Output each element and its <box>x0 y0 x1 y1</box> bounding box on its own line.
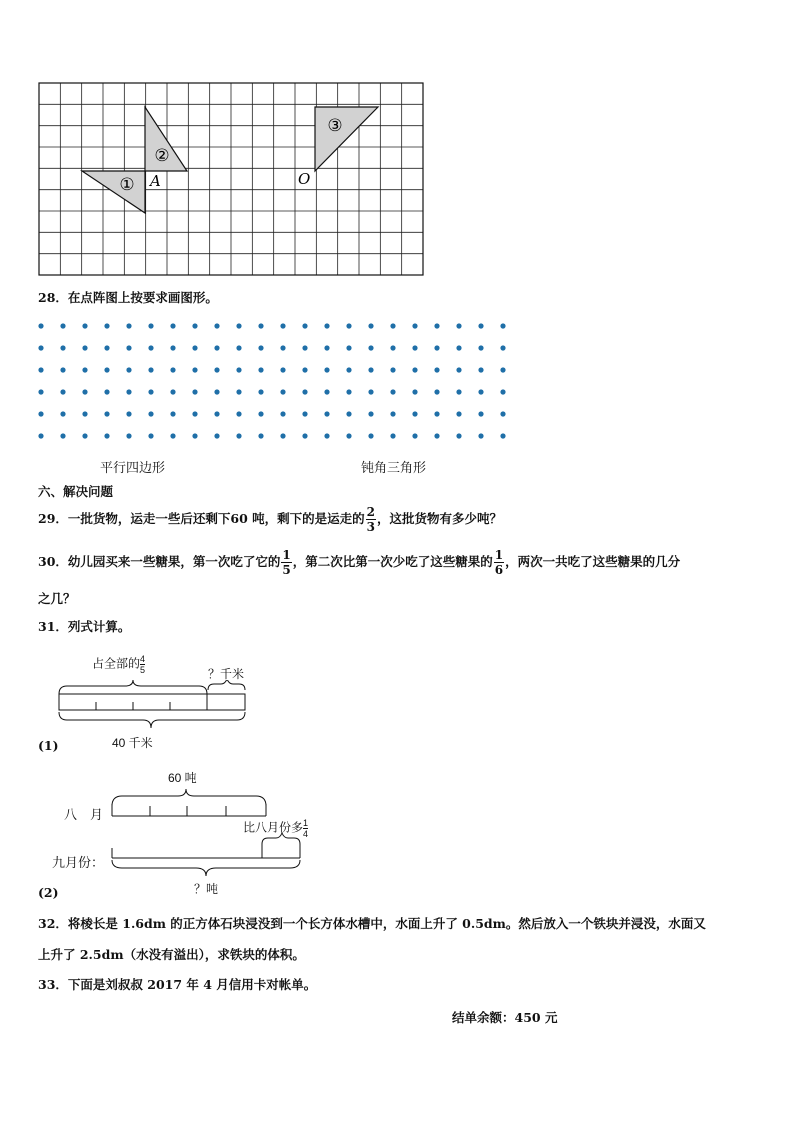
dot <box>346 411 351 416</box>
triangle-3-label: ③ <box>327 116 343 136</box>
dot <box>478 323 483 328</box>
dot <box>302 411 307 416</box>
grid-figure <box>36 80 428 280</box>
dot <box>258 411 263 416</box>
dot <box>390 433 395 438</box>
dot <box>456 367 461 372</box>
dot <box>104 433 109 438</box>
q31-1-top-brace <box>59 680 207 694</box>
dot <box>412 367 417 372</box>
dot <box>456 345 461 350</box>
q29-fraction <box>366 505 376 534</box>
dot <box>170 389 175 394</box>
dot <box>434 367 439 372</box>
dot <box>324 411 329 416</box>
dot <box>346 345 351 350</box>
dot-grid-dots <box>38 323 505 438</box>
dot <box>258 323 263 328</box>
dot <box>434 411 439 416</box>
q31-1-top-label <box>92 654 145 675</box>
dot <box>280 389 285 394</box>
dot <box>456 411 461 416</box>
q30-fraction-1 <box>281 548 291 577</box>
q31-2-frac-num: 1 <box>303 818 309 828</box>
dot <box>390 323 395 328</box>
dot <box>214 389 219 394</box>
dot <box>192 323 197 328</box>
dot <box>60 411 65 416</box>
dot <box>302 345 307 350</box>
dot <box>346 367 351 372</box>
q29-text-after: ，这批货物有多少吨？ <box>377 511 503 526</box>
q31-1-index: (1) <box>38 738 59 753</box>
dot <box>104 345 109 350</box>
dot <box>170 367 175 372</box>
dot <box>500 323 505 328</box>
dot <box>104 323 109 328</box>
dot <box>412 433 417 438</box>
dot <box>368 345 373 350</box>
q31-2-bottom-brace <box>112 860 300 876</box>
dot <box>478 433 483 438</box>
dot <box>412 389 417 394</box>
dot <box>280 345 285 350</box>
q30-line2: 之几？ <box>38 591 76 606</box>
dot <box>38 345 43 350</box>
dot <box>324 389 329 394</box>
q31-1-diagram <box>55 680 255 732</box>
dot <box>170 345 175 350</box>
dot <box>478 411 483 416</box>
dot <box>82 323 87 328</box>
dot <box>434 323 439 328</box>
dot <box>500 345 505 350</box>
dot <box>214 433 219 438</box>
dot <box>82 345 87 350</box>
dot <box>38 433 43 438</box>
dot <box>148 389 153 394</box>
dot <box>302 367 307 372</box>
q31-2-index: (2) <box>38 885 59 900</box>
dot <box>82 411 87 416</box>
q31-text: 31．列式计算。 <box>38 619 131 634</box>
q29-text-before: 29．一批货物，运走一些后还剩下60 吨，剩下的是运走的 <box>38 511 365 526</box>
dot <box>148 323 153 328</box>
dot <box>456 389 461 394</box>
q33-text: 33．下面是刘叔叔 2017 年 4 月信用卡对帐单。 <box>38 977 317 992</box>
dot <box>170 433 175 438</box>
dot <box>60 367 65 372</box>
section-6-title: 六、解决问题 <box>38 484 114 499</box>
dot <box>500 367 505 372</box>
dot <box>390 389 395 394</box>
dot <box>368 433 373 438</box>
dot <box>60 433 65 438</box>
dot <box>302 323 307 328</box>
dot <box>236 323 241 328</box>
q31-1-fraction <box>140 654 145 675</box>
dot <box>368 323 373 328</box>
q30-frac1-den: 5 <box>282 563 291 577</box>
dot <box>368 411 373 416</box>
dot <box>280 433 285 438</box>
q28-label-parallelogram: 平行四边形 <box>100 460 166 475</box>
dot <box>38 389 43 394</box>
dot <box>500 389 505 394</box>
dot <box>500 411 505 416</box>
dot <box>390 345 395 350</box>
dot <box>126 389 131 394</box>
q31-2-august-label: 八 月 <box>64 807 104 822</box>
dot <box>148 345 153 350</box>
dot <box>324 367 329 372</box>
q30 <box>38 548 680 577</box>
q31-1-bottom-brace <box>59 712 245 728</box>
dot <box>126 345 131 350</box>
dot <box>236 345 241 350</box>
q31-1-frac-den: 5 <box>140 665 146 675</box>
dot <box>346 389 351 394</box>
dot <box>456 433 461 438</box>
point-a-label: A <box>150 172 161 190</box>
dot <box>148 433 153 438</box>
q31-2-august-brace <box>112 789 266 806</box>
dot <box>478 367 483 372</box>
q31-1-frac-num: 4 <box>140 654 146 664</box>
q31-2-top-label: 60 吨 <box>168 771 197 785</box>
q33-balance: 结单余额：450 元 <box>452 1010 558 1025</box>
dot <box>104 367 109 372</box>
dot <box>236 389 241 394</box>
dot <box>192 433 197 438</box>
dot <box>82 367 87 372</box>
q31-1-small-brace <box>208 680 245 690</box>
q30-frac1-num: 1 <box>282 548 291 562</box>
triangle-3 <box>315 107 378 171</box>
dot <box>390 367 395 372</box>
dot <box>280 367 285 372</box>
dot <box>38 323 43 328</box>
dot <box>104 411 109 416</box>
dot <box>170 323 175 328</box>
dot <box>214 345 219 350</box>
q32-line1: 32．将棱长是 1.6dm 的正方体石块浸没到一个长方体水槽中，水面上升了 0.5dm。然后放入一个铁块并浸没，水面又 <box>38 916 706 931</box>
q30-frac2-num: 1 <box>494 548 504 562</box>
dot <box>148 367 153 372</box>
dot <box>60 323 65 328</box>
q31-2-september-label: 九月份： <box>52 855 105 870</box>
dot <box>82 389 87 394</box>
q31-1-bottom-label: 40 千米 <box>112 736 153 750</box>
dot <box>126 323 131 328</box>
dot <box>324 433 329 438</box>
dot <box>412 323 417 328</box>
dot <box>258 345 263 350</box>
q31-2-bottom-label: ？吨 <box>194 882 219 896</box>
dot <box>126 411 131 416</box>
q30-text-a: 30．幼儿园买来一些糖果，第一次吃了它的 <box>38 554 281 569</box>
dot <box>324 345 329 350</box>
q28-text: 28．在点阵图上按要求画图形。 <box>38 290 218 305</box>
dot <box>412 345 417 350</box>
dot <box>368 367 373 372</box>
dot <box>236 367 241 372</box>
dot <box>126 367 131 372</box>
dot <box>170 411 175 416</box>
dot <box>192 345 197 350</box>
q31-2-frac-den: 4 <box>303 829 309 839</box>
triangle-1 <box>82 171 145 213</box>
dot <box>126 433 131 438</box>
dot <box>258 367 263 372</box>
point-o-label: O <box>298 170 311 188</box>
dot <box>104 389 109 394</box>
q30-text-b: ，第二次比第一次少吃了这些糖果的 <box>292 554 493 569</box>
q31-2-diagram <box>108 786 308 882</box>
dot <box>38 367 43 372</box>
q31-2-extra-brace <box>262 833 300 844</box>
dot <box>302 389 307 394</box>
dot <box>302 433 307 438</box>
q30-text-c: ，两次一共吃了这些糖果的几分 <box>505 554 681 569</box>
q32-line2: 上升了 2.5dm（水没有溢出），求铁块的体积。 <box>38 947 305 962</box>
dot <box>236 411 241 416</box>
q30-frac2-den: 6 <box>494 563 504 577</box>
dot <box>500 433 505 438</box>
q30-fraction-2 <box>494 548 504 577</box>
dot <box>148 411 153 416</box>
dot <box>456 323 461 328</box>
dot <box>280 323 285 328</box>
dot <box>412 411 417 416</box>
q29 <box>38 505 502 534</box>
dot <box>280 411 285 416</box>
dot <box>214 367 219 372</box>
dot <box>434 345 439 350</box>
dot <box>368 389 373 394</box>
dot <box>346 433 351 438</box>
dot <box>346 323 351 328</box>
q28-label-obtuse-triangle: 钝角三角形 <box>361 460 427 475</box>
dot <box>258 389 263 394</box>
dot <box>478 345 483 350</box>
q29-frac-num: 2 <box>366 505 376 519</box>
dot <box>478 389 483 394</box>
q31-1-bar <box>59 694 245 710</box>
dot <box>192 411 197 416</box>
q31-1-unknown-label: ？千米 <box>208 667 245 681</box>
triangle-1-label: ① <box>119 175 135 195</box>
dot <box>60 389 65 394</box>
dot <box>390 411 395 416</box>
q29-frac-den: 3 <box>366 520 376 534</box>
dot <box>236 433 241 438</box>
dot <box>324 323 329 328</box>
dot-grid[interactable] <box>34 318 518 442</box>
dot <box>60 345 65 350</box>
dot <box>214 323 219 328</box>
dot <box>38 411 43 416</box>
dot <box>258 433 263 438</box>
triangle-2-label: ② <box>154 146 170 166</box>
dot <box>82 433 87 438</box>
dot <box>434 389 439 394</box>
dot <box>192 367 197 372</box>
dot <box>434 433 439 438</box>
dot <box>214 411 219 416</box>
dot <box>192 389 197 394</box>
q31-1-top-text: 占全部的 <box>92 656 141 671</box>
q31-2-more-text: 比八月份多 <box>243 820 304 835</box>
